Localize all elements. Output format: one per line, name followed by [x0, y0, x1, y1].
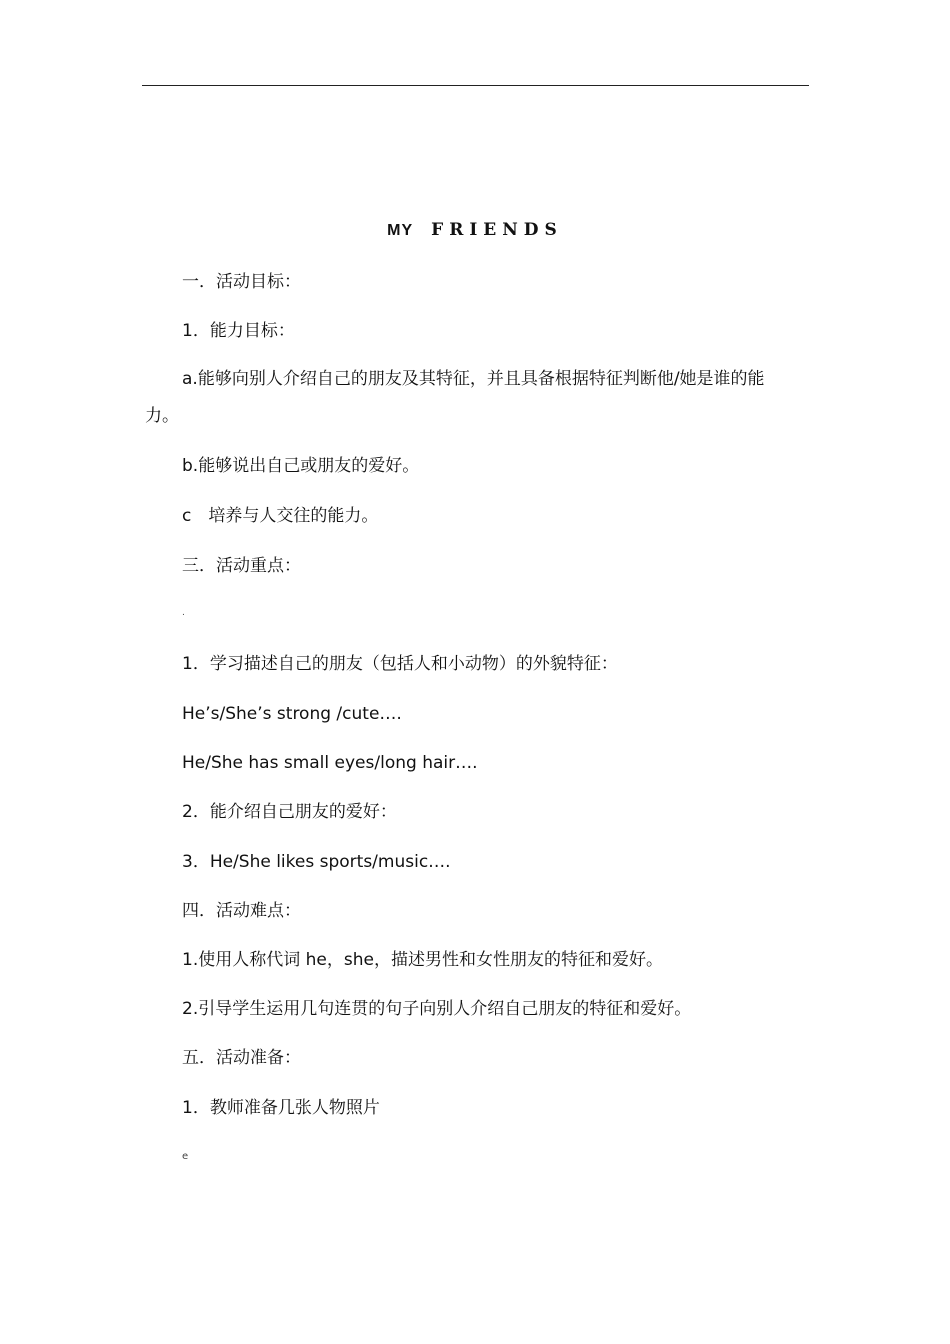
difficulty-1: 1.使用人称代词 he，she，描述男性和女性朋友的特征和爱好。	[182, 950, 663, 970]
section-heading-key-points: 三．活动重点：	[182, 556, 301, 576]
preparation-1: 1．教师准备几张人物照片	[182, 1098, 380, 1118]
example-sentence-strong-cute: He’s/She’s strong /cute….	[182, 704, 402, 724]
goal-item-b: b.能够说出自己或朋友的爱好。	[182, 456, 420, 476]
example-sentence-eyes-hair: He/She has small eyes/long hair….	[182, 753, 478, 773]
difficulty-2: 2.引导学生运用几句连贯的句子向别人介绍自己朋友的特征和爱好。	[182, 999, 692, 1019]
header-rule	[142, 85, 809, 86]
section-heading-difficulties: 四．活动难点：	[182, 901, 301, 921]
stray-dot-mark: .	[182, 608, 185, 618]
key-point-1: 1．学习描述自己的朋友（包括人和小动物）的外貌特征：	[182, 654, 618, 674]
subheading-ability-goals: 1．能力目标：	[182, 321, 295, 341]
stray-e-mark: e	[182, 1151, 189, 1162]
document-title	[0, 220, 950, 240]
goal-item-c: c 培养与人交往的能力。	[182, 506, 379, 526]
title-friends: FRIENDS	[431, 220, 563, 240]
key-point-2: 2．能介绍自己朋友的爱好：	[182, 802, 397, 822]
goal-item-a: a.能够向别人介绍自己的朋友及其特征，并且具备根据特征判断他/她是谁的能力。	[145, 369, 765, 426]
section-heading-preparation: 五．活动准备：	[182, 1048, 301, 1068]
section-heading-goals: 一．活动目标：	[182, 272, 301, 292]
key-point-3: 3．He/She likes sports/music….	[182, 852, 451, 872]
title-my: MY	[387, 222, 414, 239]
